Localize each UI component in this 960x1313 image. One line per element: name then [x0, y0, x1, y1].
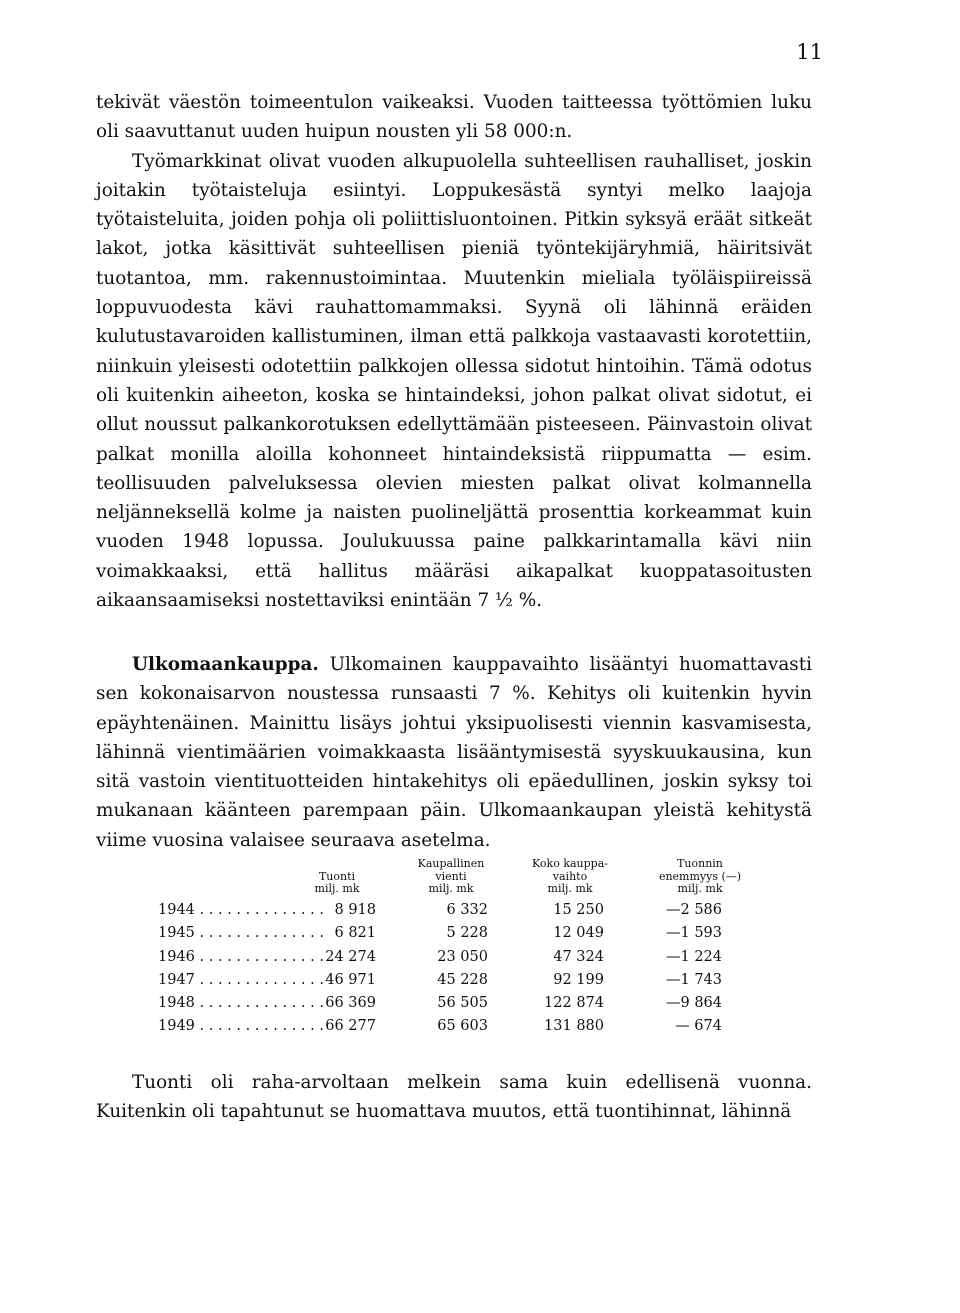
balance-value: — 674 — [675, 1018, 722, 1035]
column-header-line: Tuonti — [318, 869, 356, 883]
export-value: 65 603 — [437, 1018, 488, 1035]
balance-value: —1 224 — [665, 948, 722, 965]
section-text: Ulkomainen kauppavaihto lisääntyi huomattavasti sen kokonaisarvon noustessa runsaasti 7 %. Kehitys oli kuitenkin hyvin epäyhtenäinen. Mainittu lisäys johtui yksipuolisesti viennin kasvamisesta, lähinnä vientimäärien voimakkaasta lisääntymisestä syyskuukausina, kun sitä vastoin vientituotteiden hintakehitys oli epäedullinen, joskin syksy toi mukanaan käänteen parempaan päin. Ulkomaankaupan yleistä kehitystä viime vuosina valaisee seuraava asetelma. — [96, 654, 812, 851]
column-header-line: Tuonnin — [677, 857, 723, 870]
table-row — [130, 1018, 770, 1041]
paragraph: Työmarkkinat olivat vuoden alkupuolella suhteellisen rauhalliset, joskin joitakin työtaisteluja esiintyi. Loppukesästä syntyi melko laajoja työtaisteluita, joiden pohja oli poliittisluontoinen. Pitkin syksyä eräät sitkeät lakot, jotka käsittivät suhteellisen pieniä työntekijäryhmiä, häiritsivät tuotantoa, mm. rakennustoimintaa. Muutenkin mieliala työläispiireissä loppuvuodesta kävi rauhattomammaksi. Syynä oli lähinnä eräiden kulutustavaroiden kallistuminen, ilman että palkkoja vastaavasti korotettiin, niinkuin yleisesti odotettiin palkkojen ollessa sidotut hintoihin. Tämä odotus oli kuitenkin aiheeton, koska se hintaindeksi, johon palkat olivat sidotut, ei ollut noussut palkankorotuksen edellyttämään pisteeseen. Päinvastoin olivat palkat monilla aloilla kohonneet hintaindeksistä riippumatta — esim. teollisuuden palveluksessa olevien miesten palkat olivat kolmannella neljänneksellä kolme ja naisten puolineljättä prosenttia korkeammat kuin vuoden 1948 lopussa. Joulukuussa paine palkkarintamalla kävi niin voimakkaaksi, että hallitus määräsi aikapalkat kuoppatasoitusten aikaansaamiseksi nostettaviksi enintään 7 ½ %. — [96, 150, 812, 612]
year-label: 1944 . . . . . . . . . . . . . . — [158, 902, 324, 918]
total-value: 15 250 — [553, 902, 604, 918]
import-value: 8 918 — [334, 902, 376, 918]
table-row — [130, 925, 770, 948]
export-value: 56 505 — [437, 995, 488, 1012]
import-value: 66 369 — [325, 995, 376, 1012]
import-value: 6 821 — [334, 925, 376, 942]
column-header-balance — [650, 858, 750, 896]
column-header-line: vaihto — [552, 869, 588, 883]
paragraph — [96, 650, 812, 855]
column-header-line: milj. mk — [428, 882, 474, 895]
import-value: 46 971 — [325, 971, 376, 988]
trade-table — [130, 858, 770, 1042]
table-row — [130, 995, 770, 1018]
trade-section — [96, 650, 812, 855]
total-value: 131 880 — [544, 1018, 604, 1035]
body-text-bottom — [96, 1068, 812, 1127]
export-value: 5 228 — [446, 925, 488, 942]
column-header-line: Kaupallinen — [417, 857, 485, 870]
table-row — [130, 972, 770, 995]
column-header-line: milj. mk — [547, 882, 593, 895]
column-header-line: milj. mk — [677, 882, 723, 895]
year-label: 1948 . . . . . . . . . . . . . . — [158, 995, 324, 1012]
total-value: 47 324 — [553, 948, 604, 965]
section-heading: Ulkomaankauppa. — [132, 654, 319, 675]
balance-value: —2 586 — [665, 902, 722, 918]
balance-value: —1 593 — [665, 925, 722, 942]
total-value: 12 049 — [553, 925, 604, 942]
year-label: 1949 . . . . . . . . . . . . . . — [158, 1018, 324, 1035]
total-value: 92 199 — [553, 971, 604, 988]
table-row — [130, 902, 770, 925]
column-header-line: enemmyys (—) — [658, 869, 742, 883]
export-value: 23 050 — [437, 948, 488, 965]
balance-value: —1 743 — [665, 971, 722, 988]
column-header-line: milj. mk — [314, 882, 360, 895]
page-number: 11 — [796, 40, 823, 64]
import-value: 66 277 — [325, 1018, 376, 1035]
column-header-export — [408, 858, 494, 896]
column-header-total — [528, 858, 612, 896]
column-header-import — [298, 858, 376, 896]
year-label: 1946 . . . . . . . . . . . . . . — [158, 948, 324, 965]
balance-value: —9 864 — [665, 995, 722, 1012]
total-value: 122 874 — [544, 995, 604, 1012]
paragraph: tekivät väestön toimeentulon vaikeaksi. Vuoden taitteessa työttömien luku oli saavuttanut uuden huipun nousten yli 58 000:n. — [96, 92, 812, 143]
export-value: 45 228 — [437, 971, 488, 988]
column-header-line: Koko kauppa- — [532, 857, 608, 870]
column-header-line — [298, 858, 376, 871]
table-row — [130, 949, 770, 972]
export-value: 6 332 — [446, 902, 488, 918]
year-label: 1947 . . . . . . . . . . . . . . — [158, 971, 324, 988]
import-value: 24 274 — [325, 948, 376, 965]
body-text-top — [96, 88, 812, 615]
column-header-line: vienti — [435, 869, 467, 883]
table-header — [130, 858, 770, 902]
year-label: 1945 . . . . . . . . . . . . . . — [158, 925, 324, 942]
paragraph: Tuonti oli raha-arvoltaan melkein sama kuin edellisenä vuonna. Kuitenkin oli tapahtunut se huomattava muutos, että tuontihinnat, lähinnä — [96, 1072, 812, 1123]
